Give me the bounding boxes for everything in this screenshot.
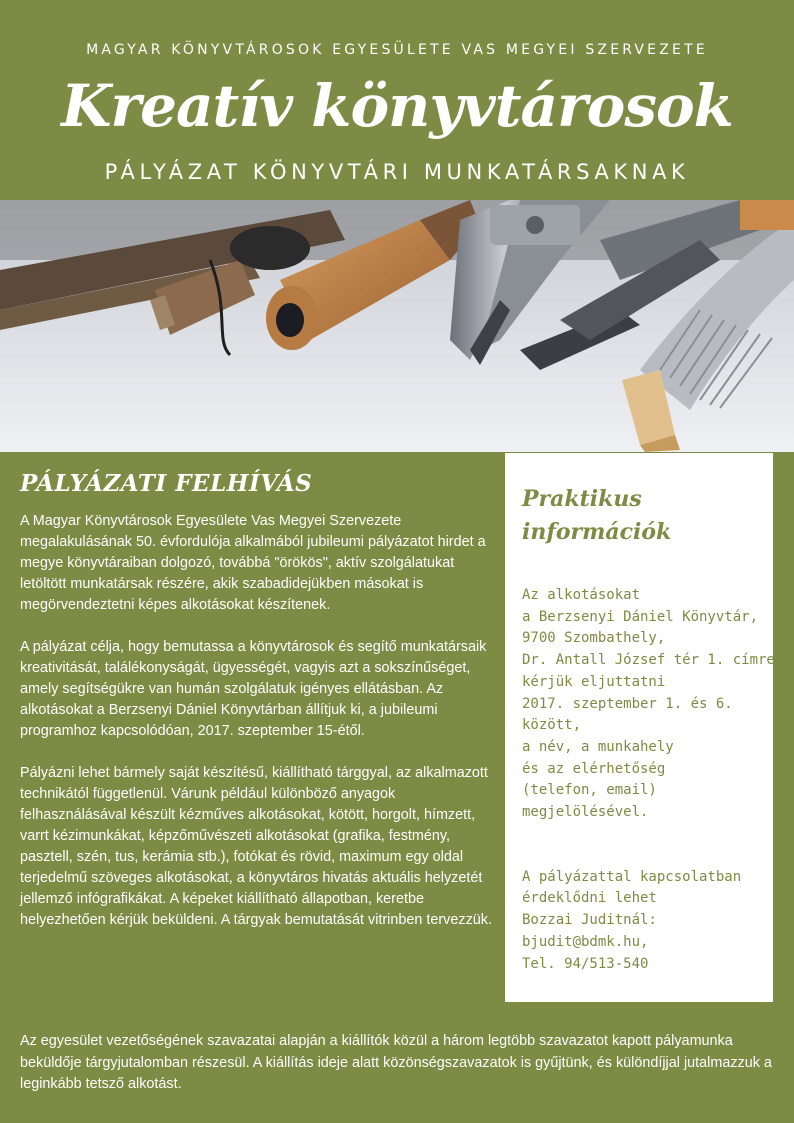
info-line: 2017. szeptember 1. és 6.	[522, 695, 733, 712]
info-line: Dr. Antall József tér 1. címre	[522, 652, 775, 669]
organization-name: MAGYAR KÖNYVTÁROSOK EGYESÜLETE VAS MEGYEI SZERVEZETE	[86, 42, 708, 58]
footer-text: Az egyesület vezetőségének szavazatai alapján a kiállítók közül a három legtöbb szavazatot kapott pályamunka beküldője tárgyjutalomban részesül. A kiállítás ideje alatt közönségszavazatok is gyűjtünk, és különdíjjal jutalmazzuk a leginkább tetsző alkotást.	[20, 1033, 772, 1092]
paragraph-intro: A Magyar Könyvtárosok Egyesülete Vas Megyei Szervezete megalakulásának 50. évfordulója alkalmából jubileumi pályázatot hirdet a megye könyvtáraiban dolgozó, továbbá "örökös", aktív szolgálatukat letöltött munkatársak részére, akik szabadidejükben másokat is megörvendeztetni képes alkotásokat készítenek.	[20, 513, 486, 613]
info-sidebar	[505, 453, 773, 1002]
contact-phone: Tel. 94/513-540	[522, 955, 649, 972]
tools-photo	[0, 200, 794, 452]
header	[0, 0, 794, 200]
info-line: 9700 Szombathely,	[522, 630, 666, 647]
info-line: és az elérhetőség	[522, 760, 666, 777]
call-heading: PÁLYÁZATI FELHÍVÁS	[20, 470, 313, 497]
page-title: Kreatív könyvtárosok	[61, 72, 733, 140]
contact-info	[522, 867, 757, 976]
info-line: (telefon, email)	[522, 782, 657, 799]
info-line: Az alkotásokat	[522, 587, 641, 603]
contact-email: bjudit@bdmk.hu,	[522, 933, 649, 950]
contact-line: érdeklődni lehet	[522, 890, 657, 907]
info-line: kérjük eljuttatni	[522, 673, 666, 690]
main-content	[20, 470, 495, 952]
info-line: a Berzsenyi Dániel Könyvtár,	[522, 608, 759, 625]
info-line: között,	[522, 717, 582, 734]
info-line: megjelölésével.	[522, 804, 649, 821]
paragraph-goal: A pályázat célja, hogy bemutassa a könyvtárosok és segítő munkatársaik kreativitását, találékonyságát, ügyességét, vagyis azt a sokszínűséget, amely segítségükre van humán szolgálatuk igényes ellátásban. Az alkotásokat a Berzsenyi Dániel Könyvtárban állítjuk ki, a jubileumi programhoz kapcsolódóan, 2017. szeptember 15-étől.	[20, 639, 487, 739]
sidebar-heading-line2: információk	[522, 519, 672, 545]
page-subtitle: PÁLYÁZAT KÖNYVTÁRI MUNKATÁRSAKNAK	[104, 160, 690, 184]
info-line: a név, a munkahely	[522, 738, 674, 755]
submission-info	[522, 585, 775, 824]
sidebar-heading-line1: Praktikus	[522, 486, 642, 512]
contact-line: A pályázattal kapcsolatban	[522, 868, 742, 885]
paragraph-entries: Pályázni lehet bármely saját készítésű, kiállítható tárggyal, az alkalmazott technikától függetlenül. Várunk például különböző anyagok felhasználásával készült kézműves alkotásokat, kötött, horgolt, hímzett, varrt kézimunkákat, képzőművészeti alkotásokat (grafika, festmény, pasztell, szén, tus, kerámia stb.), fotókat és rövid, maximum egy oldal terjedelmű szöveges alkotásokat, a könyvtáros hivatás aktuális helyzetét jellemző infógrafikákat. A képeket kiállítható állapotban, keretbe helyezhetően kérjük beküldeni. A tárgyak bemutatását vitrinben tervezzük.	[20, 765, 492, 928]
sidebar-heading	[522, 483, 757, 549]
contact-line: Bozzai Juditnál:	[522, 912, 657, 929]
